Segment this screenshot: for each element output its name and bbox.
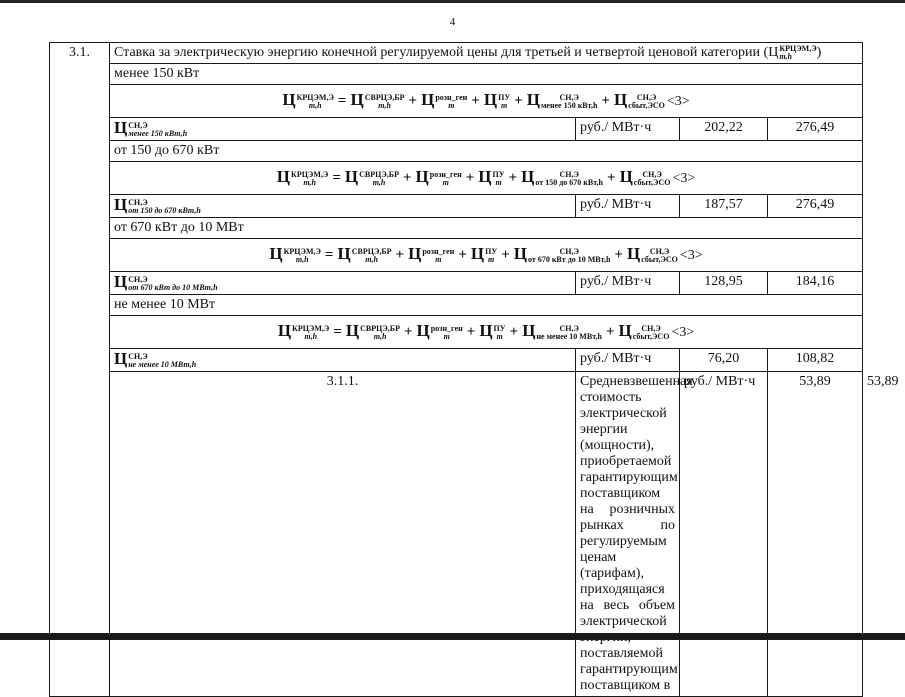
formula-operator: = — [337, 93, 347, 110]
formula-footnote-ref: <3> — [672, 171, 696, 187]
formula-operator: + — [471, 93, 480, 110]
formula-term: Ц СН,Э от 150 до 670 кВт,h — [521, 167, 603, 187]
formula-operator: + — [395, 247, 405, 264]
formula-operator: + — [614, 247, 623, 264]
formula-term: Ц СН,Э сбыт,ЭСО — [626, 244, 678, 264]
formula-operator: + — [465, 170, 475, 187]
formula-footnote-ref: <3> — [679, 248, 703, 264]
formula-operator: + — [605, 324, 615, 341]
formula-operator: + — [501, 247, 510, 264]
unit-cell: руб./ МВт·ч — [680, 372, 768, 697]
formula-operator: + — [403, 324, 413, 341]
tariff-table — [49, 42, 899, 697]
scan-border-top — [0, 0, 905, 3]
formula-lhs: Ц КРЦЭМ,Э m,h — [269, 244, 321, 264]
value-row — [50, 349, 863, 372]
formula-term: Ц СН,Э менее 150 кВт,h — [526, 90, 598, 110]
formula-term: Ц ПУ m — [470, 244, 498, 264]
formula-term: Ц СН,Э сбыт,ЭСО — [618, 321, 670, 341]
scan-border-bottom — [0, 633, 905, 640]
formula-term: Ц розн_ген m — [416, 321, 463, 341]
formula-operator: + — [601, 93, 610, 110]
subsection-text: Средневзвешенная стоимость электрической энергии (мощности), приобретаемой гарантирующим поставщиком на розничных рынках по регулируемым ценам (тарифам), приходящаяся на весь объем электрической поставляемой гарантирующим поставщиком в — [576, 372, 680, 697]
group-label: от 150 до 670 кВт — [110, 141, 863, 162]
formula-footnote-ref: <3> — [671, 325, 695, 341]
section-title-symbol: (Ц КРЦЭМ,Э m,h ) — [763, 44, 822, 61]
formula-lhs: Ц КРЦЭМ,Э m,h — [276, 167, 329, 187]
value-cell: 184,16 — [768, 272, 863, 295]
formula-row — [50, 239, 863, 272]
row-symbol: Ц СН,Э от 670 кВт до 10 МВт,h — [110, 272, 576, 295]
formula-term: Ц ПУ m — [479, 321, 506, 341]
formula-term: Ц СН,Э сбыт,ЭСО — [613, 90, 665, 110]
formula-lhs: Ц КРЦЭМ,Э m,h — [277, 321, 330, 341]
formula-term: Ц розн_ген m — [421, 90, 468, 110]
subsection-row: 3.1.1. Средневзвешенная стоимость электрической энергии (мощности), приобретаемой гарантирующим поставщиком на розничных рынках по регулируемым ценам (тарифам), приходящаяся на весь объем электрической поставляемой гарантирующим поставщиком в руб./ МВт·ч 53,89 53,89 — [50, 372, 863, 697]
formula-operator: = — [332, 170, 341, 187]
formula-row — [50, 162, 863, 195]
section-title: Ставка за электрическую энергию конечной регулируемой цены для третьей и четвертой ценовой категории — [114, 45, 761, 61]
formula-term: Ц ПУ m — [478, 167, 505, 187]
formula-row — [50, 316, 863, 349]
formula-operator: + — [509, 324, 519, 341]
formula-operator: = — [324, 247, 334, 264]
value-row — [50, 272, 863, 295]
unit-cell: руб./ МВт·ч — [576, 349, 680, 372]
formula-term: Ц СВРЦЭ,БР m,h — [345, 321, 400, 341]
value-cell: 108,82 — [768, 349, 863, 372]
formula — [110, 239, 863, 272]
formula-operator: + — [408, 93, 418, 110]
group-label-row — [50, 64, 863, 85]
formula-term: Ц розн_ген m — [408, 244, 455, 264]
group-label: от 670 кВт до 10 МВт — [110, 218, 863, 239]
section-row — [50, 43, 863, 64]
value-cell: 76,20 — [680, 349, 768, 372]
formula-term: Ц СН,Э сбыт,ЭСО — [619, 167, 671, 187]
page-number: 4 — [449, 16, 456, 28]
value-cell: 187,57 — [680, 195, 768, 218]
formula-term: Ц ПУ m — [483, 90, 511, 110]
group-label-row — [50, 218, 863, 239]
group-label: менее 150 кВт — [110, 64, 863, 85]
formula — [110, 85, 863, 118]
unit-cell: руб./ МВт·ч — [576, 195, 680, 218]
value-cell: 53,89 — [768, 372, 863, 697]
value-row — [50, 195, 863, 218]
subsection-number: 3.1.1. — [110, 372, 576, 697]
row-symbol: Ц СН,Э не менее 10 МВт,h — [110, 349, 576, 372]
formula-operator: + — [607, 170, 616, 187]
row-symbol: Ц СН,Э менее 150 кВт,h — [110, 118, 576, 141]
section-title-cell — [110, 43, 863, 64]
value-cell: 276,49 — [768, 118, 863, 141]
formula-operator: + — [402, 170, 412, 187]
formula-operator: = — [333, 324, 342, 341]
formula-term: Ц СВРЦЭ,БР m,h — [344, 167, 399, 187]
row-symbol: Ц СН,Э от 150 до 670 кВт,h — [110, 195, 576, 218]
formula-operator: + — [508, 170, 518, 187]
formula — [110, 316, 863, 349]
formula — [110, 162, 863, 195]
formula-lhs: Ц КРЦЭМ,Э m,h — [282, 90, 334, 110]
formula-operator: + — [458, 247, 467, 264]
formula-term: Ц СВРЦЭ,БР m,h — [350, 90, 405, 110]
formula-term: Ц СН,Э от 670 кВт до 10 МВт,h — [513, 244, 611, 264]
value-row — [50, 118, 863, 141]
formula-term: Ц СН,Э не менее 10 МВт,h — [522, 321, 602, 341]
value-cell: 202,22 — [680, 118, 768, 141]
group-label: не менее 10 МВт — [110, 295, 863, 316]
unit-cell: руб./ МВт·ч — [576, 118, 680, 141]
group-label-row — [50, 141, 863, 162]
section-number: 3.1. — [50, 43, 110, 697]
formula-footnote-ref: <3> — [666, 94, 690, 110]
formula-operator: + — [466, 324, 476, 341]
formula-term: Ц розн_ген m — [415, 167, 462, 187]
formula-term: Ц СВРЦЭ,БР m,h — [337, 244, 392, 264]
formula-operator: + — [514, 93, 523, 110]
group-label-row — [50, 295, 863, 316]
formula-row — [50, 85, 863, 118]
value-cell: 276,49 — [768, 195, 863, 218]
unit-cell: руб./ МВт·ч — [576, 272, 680, 295]
value-cell: 128,95 — [680, 272, 768, 295]
